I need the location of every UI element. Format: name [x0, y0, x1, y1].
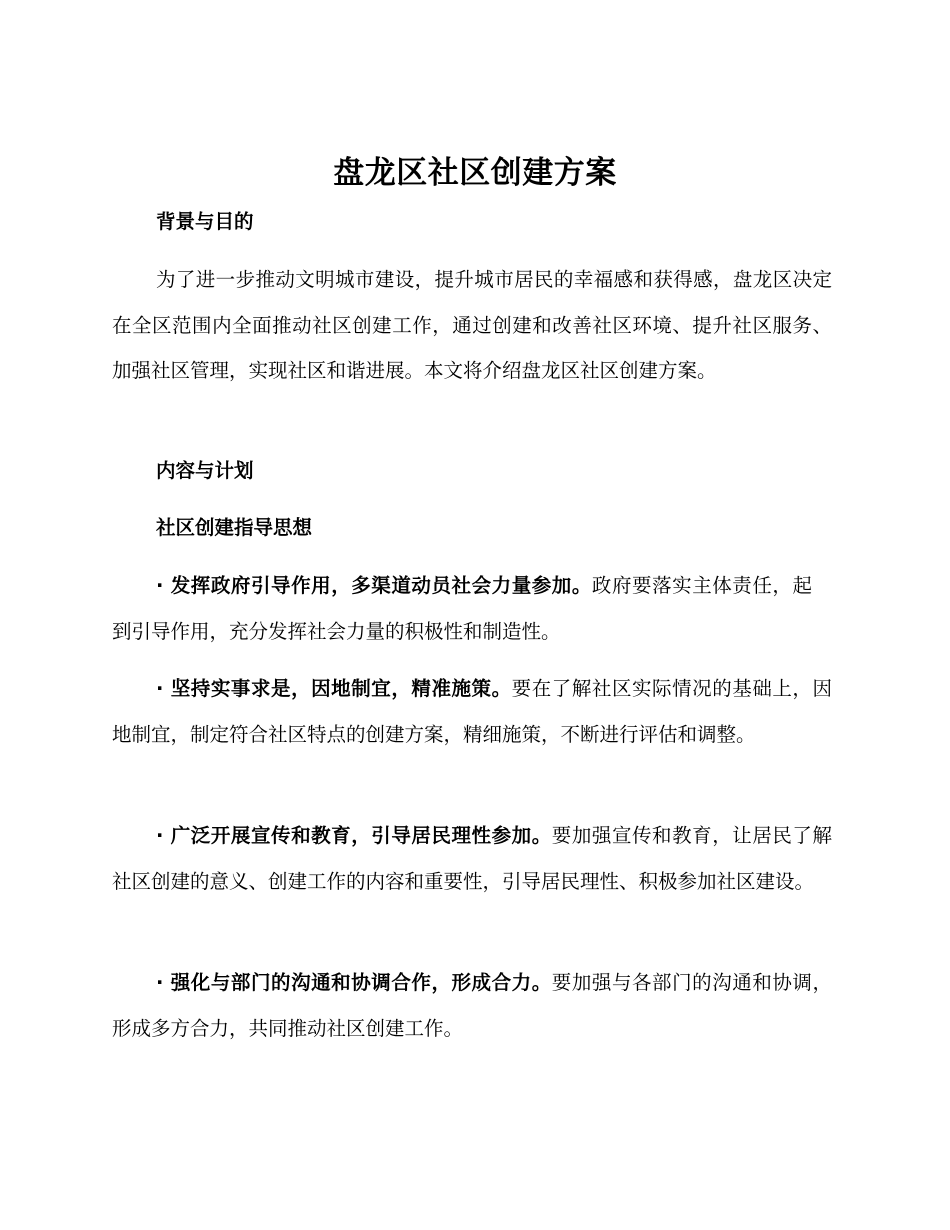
guiding-point-1-lead: · 发挥政府引导作用，多渠道动员社会力量参加。 [156, 574, 592, 597]
guiding-point-1-text: 政府要落实主体责任，起到引导作用，充分发挥社会力量的积极性和制造性。 [112, 574, 812, 643]
section-heading-content: 内容与计划 [156, 459, 254, 482]
section-heading-guiding: 社区创建指导思想 [156, 516, 313, 539]
guiding-point-4-lead: · 强化与部门的沟通和协调合作，形成合力。 [156, 971, 552, 994]
guiding-point-2-text: 要在了解社区实际情况的基础上，因地制宜，制定符合社区特点的创建方案，精细施策，不断进行评估和调整。 [112, 677, 832, 746]
guiding-point-3-lead: · 广泛开展宣传和教育，引导居民理性参加。 [156, 824, 552, 847]
section-heading-background: 背景与目的 [156, 210, 254, 233]
document-title: 盘龙区社区创建方案 [333, 155, 617, 191]
guiding-point-4-text: 要加强与各部门的沟通和协调，形成多方合力，共同推动社区创建工作。 [112, 971, 832, 1040]
guiding-point-2 [112, 666, 832, 757]
paragraph-background: 为了进一步推动文明城市建设，提升城市居民的幸福感和获得感，盘龙区决定在全区范围内全面推动社区创建工作，通过创建和改善社区环境、提升社区服务、加强社区管理，实现社区和谐进展。本文将介绍盘龙区社区创建方案。 [112, 268, 832, 382]
guiding-point-2-lead: · 坚持实事求是，因地制宜，精准施策。 [156, 677, 512, 700]
guiding-point-4 [112, 960, 832, 1051]
guiding-point-3 [112, 813, 832, 904]
guiding-point-3-text: 要加强宣传和教育，让居民了解社区创建的意义、创建工作的内容和重要性，引导居民理性、积极参加社区建设。 [112, 824, 832, 893]
guiding-point-1 [112, 563, 812, 654]
